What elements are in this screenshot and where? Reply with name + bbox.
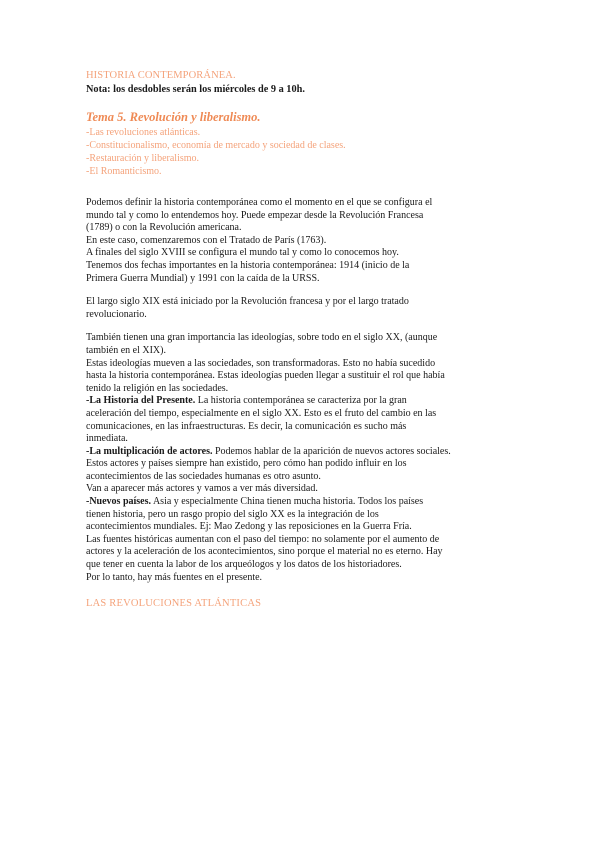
text-line: Podemos definir la historia contemporánea como el momento en el que se configura el — [86, 197, 433, 208]
outline-item: -Constitucionalismo, economía de mercado y sociedad de clases. — [86, 140, 346, 151]
text-line: acontecimientos de las sociedades humanas es otro asunto. — [86, 470, 321, 482]
text-line: comunicaciones, en las infraestructuras. Es decir, la comunicación es sucho más — [86, 420, 407, 432]
course-note: Nota: los desdobles serán los miércoles de 9 a 10h. — [86, 84, 305, 95]
topic-heading: Tema 5. Revolución y liberalismo. — [86, 110, 261, 124]
text-line: (1789) o con la Revolución americana. — [86, 222, 242, 234]
text-line: tenido la religión en las sociedades. — [86, 382, 229, 394]
paragraph-gap — [86, 321, 516, 332]
text-line — [86, 446, 516, 459]
text-line: En este caso, comenzaremos con el Tratado de París (1763). — [86, 234, 327, 246]
text-run: Asia y especialmente China tienen mucha historia. Todos los países — [151, 496, 424, 508]
notes-body — [86, 197, 516, 584]
text-line: inmediata. — [86, 433, 128, 445]
text-line: Primera Guerra Mundial) y 1991 con la caída de la URSS. — [86, 272, 320, 284]
subheading-actores: -La multiplicación de actores. — [86, 445, 213, 457]
text-line: Van a aparecer más actores y vamos a ver más diversidad. — [86, 483, 318, 495]
course-title: HISTORIA CONTEMPORÁNEA. — [86, 70, 236, 81]
text-line: Estos actores y países siempre han existido, pero cómo han podido influir en los — [86, 458, 407, 470]
text-line: hasta la historia contemporánea. Estas ideologías pueden llegar a sustituir el rol que había — [86, 370, 445, 382]
topic-outline — [86, 126, 516, 178]
outline-item: -Restauración y liberalismo. — [86, 153, 200, 164]
text-line: Las fuentes históricas aumentan con el paso del tiempo: no solamente por el aumento de — [86, 533, 440, 545]
text-line: también en el XIX). — [86, 344, 166, 356]
outline-item: -El Romanticismo. — [86, 166, 162, 177]
text-run: La historia contemporánea se caracteriza por la gran — [195, 395, 407, 407]
text-line: También tienen una gran importancia las ideologías, sobre todo en el siglo XX, (aunque — [86, 332, 438, 344]
document-page — [86, 69, 516, 610]
text-line: acontecimientos mundiales. Ej: Mao Zedong y las reposiciones en la Guerra Fría. — [86, 521, 412, 533]
subheading-paises: -Nuevos países. — [86, 496, 152, 508]
text-line: A finales del siglo XVIII se configura el mundo tal y como lo conocemos hoy. — [86, 247, 399, 259]
text-line: aceleración del tiempo, especialmente en el siglo XX. Esto es el fruto del cambio en las — [86, 407, 437, 419]
text-line: tienen historia, pero un rasgo propio del siglo XX es la integración de los — [86, 508, 379, 520]
text-line: mundo tal y como lo entendemos hoy. Puede empezar desde la Revolución Francesa — [86, 209, 424, 221]
outline-item: -Las revoluciones atlánticas. — [86, 127, 201, 138]
text-line — [86, 496, 516, 509]
subheading-presente: -La Historia del Presente. — [86, 395, 196, 407]
text-line: que tener en cuenta la labor de los arqueólogos y los datos de los historiadores. — [86, 559, 402, 571]
text-line: Tenemos dos fechas importantes en la historia contemporánea: 1914 (inicio de la — [86, 259, 410, 271]
paragraph-gap — [86, 285, 516, 296]
text-line — [86, 395, 516, 408]
text-line: actores y la aceleración de los acontecimientos, sino porque el material no es eterno. Hay — [86, 546, 443, 558]
text-line: revolucionario. — [86, 308, 147, 320]
text-line: Por lo tanto, hay más fuentes en el presente. — [86, 571, 263, 583]
text-line: Estas ideologías mueven a las sociedades, son transformadoras. Esto no había sucedido — [86, 357, 436, 369]
text-run: Podemos hablar de la aparición de nuevos actores sociales. — [212, 445, 451, 457]
text-line: El largo siglo XIX está iniciado por la Revolución francesa y por el largo tratado — [86, 296, 409, 308]
section-heading: LAS REVOLUCIONES ATLÁNTICAS — [86, 598, 262, 610]
